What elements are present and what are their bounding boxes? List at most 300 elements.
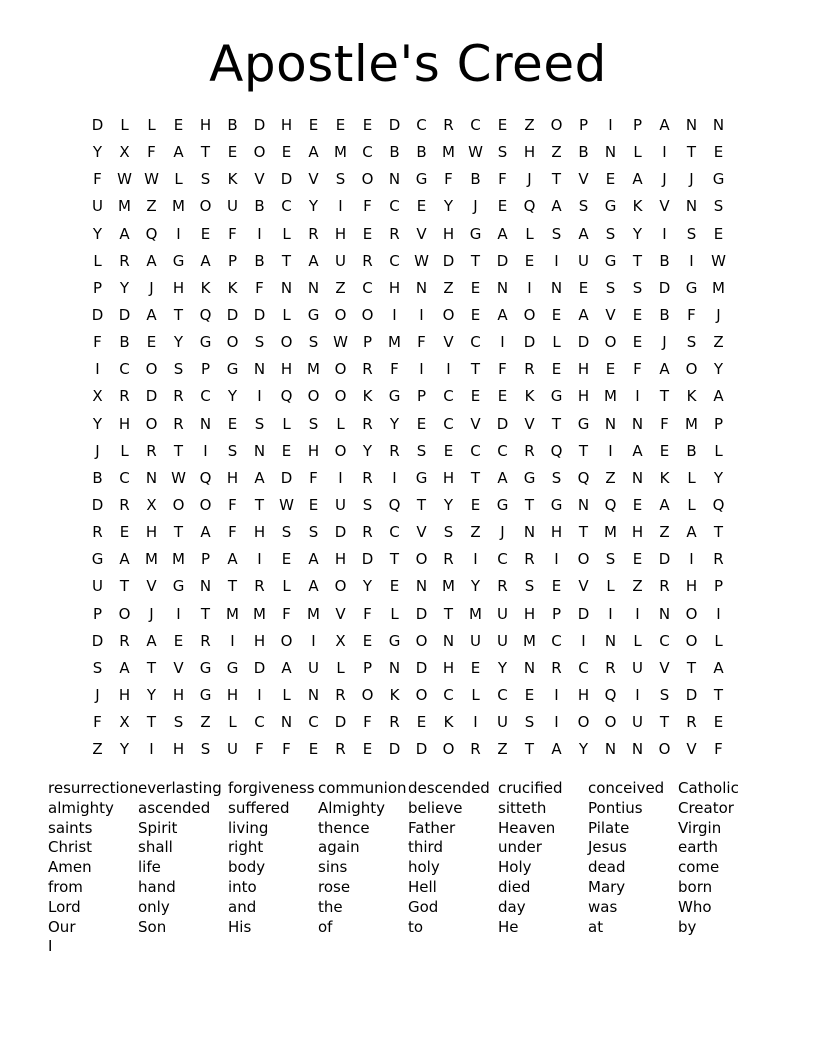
grid-letter[interactable]: M — [523, 631, 536, 650]
grid-letter[interactable]: D — [388, 740, 401, 759]
grid-letter[interactable]: I — [635, 604, 640, 623]
grid-letter[interactable]: L — [336, 658, 345, 677]
grid-letter[interactable]: E — [632, 305, 643, 324]
grid-letter[interactable]: R — [524, 441, 535, 460]
grid-letter[interactable]: Y — [443, 197, 454, 216]
grid-letter[interactable]: M — [118, 197, 131, 216]
grid-letter[interactable]: O — [226, 333, 239, 352]
grid-letter[interactable]: E — [524, 685, 535, 704]
grid-letter[interactable]: S — [173, 713, 184, 732]
grid-letter[interactable]: R — [713, 550, 724, 569]
grid-letter[interactable]: X — [119, 143, 130, 162]
grid-letter[interactable]: U — [92, 197, 103, 216]
grid-letter[interactable]: S — [605, 224, 616, 243]
grid-letter[interactable]: U — [335, 495, 346, 514]
grid-letter[interactable]: D — [91, 305, 104, 324]
grid-letter[interactable]: I — [500, 333, 505, 352]
grid-letter[interactable]: N — [523, 523, 536, 542]
grid-letter[interactable]: E — [416, 197, 427, 216]
grid-letter[interactable]: A — [497, 305, 508, 324]
grid-letter[interactable]: B — [227, 116, 238, 134]
grid-letter[interactable]: E — [173, 116, 184, 134]
grid-letter[interactable]: I — [608, 441, 613, 460]
grid-letter[interactable]: N — [253, 441, 266, 460]
grid-letter[interactable]: K — [362, 387, 373, 406]
grid-letter[interactable]: C — [443, 414, 454, 433]
grid-letter[interactable]: F — [255, 740, 264, 759]
grid-letter[interactable]: Q — [577, 468, 590, 487]
grid-letter[interactable]: I — [203, 441, 208, 460]
grid-letter[interactable]: I — [689, 550, 694, 569]
grid-letter[interactable]: W — [279, 495, 294, 514]
grid-letter[interactable]: L — [633, 631, 642, 650]
grid-letter[interactable]: R — [362, 414, 373, 433]
grid-letter[interactable]: Y — [389, 414, 400, 433]
grid-letter[interactable]: F — [93, 333, 102, 352]
grid-letter[interactable]: T — [551, 414, 562, 433]
grid-letter[interactable]: E — [227, 414, 238, 433]
grid-letter[interactable]: N — [523, 658, 536, 677]
grid-letter[interactable]: V — [254, 170, 265, 189]
grid-letter[interactable]: G — [388, 387, 401, 406]
grid-letter[interactable]: P — [632, 116, 643, 134]
grid-letter[interactable]: L — [390, 604, 399, 623]
grid-letter[interactable]: A — [119, 550, 130, 569]
grid-letter[interactable]: B — [389, 143, 400, 162]
grid-letter[interactable]: R — [119, 251, 130, 270]
grid-letter[interactable]: I — [176, 604, 181, 623]
grid-letter[interactable]: J — [473, 197, 478, 216]
grid-letter[interactable]: F — [498, 360, 507, 379]
grid-letter[interactable]: C — [281, 197, 292, 216]
grid-letter[interactable]: I — [257, 224, 262, 243]
grid-letter[interactable]: R — [362, 251, 373, 270]
grid-letter[interactable]: Y — [173, 333, 184, 352]
grid-letter[interactable]: U — [497, 713, 508, 732]
grid-letter[interactable]: B — [578, 143, 589, 162]
grid-letter[interactable]: R — [659, 577, 670, 596]
grid-letter[interactable]: Y — [227, 387, 238, 406]
grid-letter[interactable]: N — [577, 495, 590, 514]
grid-letter[interactable]: R — [497, 577, 508, 596]
grid-letter[interactable]: T — [173, 523, 184, 542]
grid-letter[interactable]: C — [119, 360, 130, 379]
grid-letter[interactable]: I — [527, 278, 532, 297]
grid-letter[interactable]: R — [470, 740, 481, 759]
grid-letter[interactable]: H — [334, 224, 347, 243]
grid-letter[interactable]: E — [470, 495, 481, 514]
grid-letter[interactable]: M — [172, 550, 185, 569]
grid-letter[interactable]: N — [496, 278, 509, 297]
grid-letter[interactable]: T — [659, 713, 670, 732]
grid-letter[interactable]: Y — [578, 740, 589, 759]
grid-letter[interactable]: O — [442, 740, 455, 759]
grid-letter[interactable]: L — [525, 224, 534, 243]
grid-letter[interactable]: F — [282, 604, 291, 623]
grid-letter[interactable]: D — [118, 305, 131, 324]
grid-letter[interactable]: S — [416, 441, 427, 460]
grid-letter[interactable]: T — [443, 604, 454, 623]
grid-letter[interactable]: Y — [119, 278, 130, 297]
grid-letter[interactable]: I — [716, 604, 721, 623]
grid-letter[interactable]: O — [442, 305, 455, 324]
grid-letter[interactable]: J — [149, 604, 154, 623]
grid-letter[interactable]: O — [361, 170, 374, 189]
grid-letter[interactable]: Q — [280, 387, 293, 406]
grid-letter[interactable]: B — [92, 468, 103, 487]
grid-letter[interactable]: B — [659, 251, 670, 270]
grid-letter[interactable]: T — [416, 495, 427, 514]
grid-letter[interactable]: O — [361, 685, 374, 704]
grid-letter[interactable]: H — [226, 468, 239, 487]
grid-letter[interactable]: U — [497, 631, 508, 650]
grid-letter[interactable]: L — [687, 468, 696, 487]
grid-letter[interactable]: G — [604, 197, 617, 216]
grid-letter[interactable]: H — [523, 604, 536, 623]
grid-letter[interactable]: I — [473, 550, 478, 569]
grid-letter[interactable]: N — [388, 170, 401, 189]
grid-letter[interactable]: K — [686, 387, 697, 406]
grid-letter[interactable]: M — [604, 523, 617, 542]
grid-letter[interactable]: C — [389, 251, 400, 270]
grid-letter[interactable]: Y — [713, 360, 724, 379]
grid-letter[interactable]: I — [554, 550, 559, 569]
grid-letter[interactable]: F — [444, 170, 453, 189]
grid-letter[interactable]: O — [280, 333, 293, 352]
grid-letter[interactable]: V — [578, 170, 589, 189]
grid-letter[interactable]: O — [334, 305, 347, 324]
grid-letter[interactable]: U — [335, 251, 346, 270]
grid-letter[interactable]: B — [254, 251, 265, 270]
grid-letter[interactable]: I — [473, 713, 478, 732]
grid-letter[interactable]: O — [334, 577, 347, 596]
grid-letter[interactable]: C — [443, 685, 454, 704]
grid-letter[interactable]: M — [307, 604, 320, 623]
grid-letter[interactable]: V — [416, 523, 427, 542]
grid-letter[interactable]: V — [686, 740, 697, 759]
grid-letter[interactable]: V — [146, 577, 157, 596]
grid-letter[interactable]: M — [388, 333, 401, 352]
grid-letter[interactable]: M — [604, 387, 617, 406]
grid-letter[interactable]: E — [119, 523, 130, 542]
grid-letter[interactable]: J — [95, 685, 100, 704]
grid-letter[interactable]: H — [388, 278, 401, 297]
grid-letter[interactable]: T — [713, 523, 724, 542]
grid-letter[interactable]: P — [92, 278, 103, 297]
grid-letter[interactable]: E — [173, 631, 184, 650]
grid-letter[interactable]: I — [608, 604, 613, 623]
grid-letter[interactable]: I — [257, 550, 262, 569]
grid-letter[interactable]: B — [119, 333, 130, 352]
grid-letter[interactable]: V — [605, 305, 616, 324]
grid-letter[interactable]: R — [524, 360, 535, 379]
grid-letter[interactable]: M — [442, 577, 455, 596]
grid-letter[interactable]: D — [334, 713, 347, 732]
grid-letter[interactable]: Z — [524, 116, 535, 134]
grid-letter[interactable]: I — [554, 685, 559, 704]
grid-letter[interactable]: O — [685, 631, 698, 650]
grid-letter[interactable]: C — [389, 523, 400, 542]
grid-letter[interactable]: U — [470, 631, 481, 650]
grid-letter[interactable]: C — [416, 116, 427, 134]
grid-letter[interactable]: H — [577, 685, 590, 704]
grid-letter[interactable]: G — [550, 495, 563, 514]
grid-letter[interactable]: L — [282, 577, 291, 596]
grid-letter[interactable]: F — [309, 468, 318, 487]
grid-letter[interactable]: D — [523, 333, 536, 352]
grid-letter[interactable]: R — [362, 360, 373, 379]
grid-letter[interactable]: O — [685, 604, 698, 623]
grid-letter[interactable]: S — [281, 523, 292, 542]
grid-letter[interactable]: A — [713, 387, 724, 406]
grid-letter[interactable]: O — [199, 495, 212, 514]
grid-letter[interactable]: D — [253, 305, 266, 324]
grid-letter[interactable]: S — [254, 333, 265, 352]
grid-letter[interactable]: S — [254, 414, 265, 433]
grid-letter[interactable]: G — [712, 170, 725, 189]
grid-letter[interactable]: C — [254, 713, 265, 732]
grid-letter[interactable]: T — [713, 685, 724, 704]
grid-letter[interactable]: I — [257, 685, 262, 704]
grid-letter[interactable]: E — [578, 278, 589, 297]
grid-letter[interactable]: D — [145, 387, 158, 406]
grid-letter[interactable]: N — [604, 414, 617, 433]
grid-letter[interactable]: N — [631, 414, 644, 433]
grid-letter[interactable]: R — [551, 658, 562, 677]
grid-letter[interactable]: N — [199, 577, 212, 596]
grid-letter[interactable]: M — [145, 550, 158, 569]
grid-letter[interactable]: J — [662, 170, 667, 189]
grid-letter[interactable]: S — [686, 224, 697, 243]
grid-letter[interactable]: G — [388, 631, 401, 650]
grid-letter[interactable]: A — [119, 658, 130, 677]
grid-letter[interactable]: X — [119, 713, 130, 732]
grid-letter[interactable]: L — [282, 685, 291, 704]
grid-letter[interactable]: A — [281, 658, 292, 677]
grid-letter[interactable]: T — [470, 251, 481, 270]
grid-letter[interactable]: E — [713, 224, 724, 243]
grid-letter[interactable]: K — [227, 170, 238, 189]
grid-letter[interactable]: O — [415, 631, 428, 650]
grid-letter[interactable]: S — [578, 197, 589, 216]
grid-letter[interactable]: A — [686, 523, 697, 542]
grid-letter[interactable]: M — [469, 604, 482, 623]
grid-letter[interactable]: N — [685, 116, 698, 134]
grid-letter[interactable]: E — [551, 577, 562, 596]
grid-letter[interactable]: Y — [470, 577, 481, 596]
grid-letter[interactable]: D — [91, 631, 104, 650]
grid-letter[interactable]: T — [200, 143, 211, 162]
grid-letter[interactable]: O — [577, 550, 590, 569]
grid-letter[interactable]: N — [442, 631, 455, 650]
grid-letter[interactable]: E — [605, 170, 616, 189]
grid-letter[interactable]: M — [334, 143, 347, 162]
grid-letter[interactable]: O — [334, 360, 347, 379]
grid-letter[interactable]: N — [604, 740, 617, 759]
grid-letter[interactable]: T — [146, 658, 157, 677]
grid-letter[interactable]: O — [145, 360, 158, 379]
grid-letter[interactable]: O — [334, 387, 347, 406]
grid-letter[interactable]: F — [633, 360, 642, 379]
grid-letter[interactable]: S — [524, 577, 535, 596]
grid-letter[interactable]: O — [145, 414, 158, 433]
grid-letter[interactable]: P — [713, 577, 724, 596]
grid-letter[interactable]: P — [227, 251, 238, 270]
grid-letter[interactable]: H — [253, 631, 266, 650]
grid-letter[interactable]: U — [227, 197, 238, 216]
grid-letter[interactable]: J — [662, 333, 667, 352]
grid-letter[interactable]: H — [685, 577, 698, 596]
grid-letter[interactable]: P — [578, 116, 589, 134]
grid-letter[interactable]: D — [91, 495, 104, 514]
grid-letter[interactable]: D — [280, 170, 293, 189]
grid-letter[interactable]: Y — [308, 197, 319, 216]
grid-letter[interactable]: F — [93, 713, 102, 732]
grid-letter[interactable]: E — [497, 116, 508, 134]
grid-letter[interactable]: K — [200, 278, 211, 297]
grid-letter[interactable]: S — [227, 441, 238, 460]
grid-letter[interactable]: N — [280, 713, 293, 732]
grid-letter[interactable]: T — [281, 251, 292, 270]
grid-letter[interactable]: F — [363, 604, 372, 623]
grid-letter[interactable]: P — [416, 387, 427, 406]
grid-letter[interactable]: V — [335, 604, 346, 623]
grid-letter[interactable]: H — [334, 550, 347, 569]
grid-letter[interactable]: Y — [119, 740, 130, 759]
grid-letter[interactable]: F — [228, 495, 237, 514]
grid-letter[interactable]: S — [605, 550, 616, 569]
grid-letter[interactable]: N — [307, 278, 320, 297]
grid-letter[interactable]: Q — [199, 305, 212, 324]
grid-letter[interactable]: W — [468, 143, 483, 162]
grid-letter[interactable]: U — [497, 604, 508, 623]
grid-letter[interactable]: Z — [146, 197, 157, 216]
grid-letter[interactable]: D — [577, 333, 590, 352]
grid-letter[interactable]: P — [200, 550, 211, 569]
grid-letter[interactable]: A — [632, 441, 643, 460]
grid-letter[interactable]: J — [716, 305, 721, 324]
grid-letter[interactable]: E — [227, 143, 238, 162]
grid-letter[interactable]: Y — [92, 143, 103, 162]
grid-letter[interactable]: N — [604, 631, 617, 650]
grid-letter[interactable]: L — [714, 631, 723, 650]
grid-letter[interactable]: I — [446, 360, 451, 379]
grid-letter[interactable]: A — [308, 577, 319, 596]
grid-letter[interactable]: I — [662, 224, 667, 243]
grid-letter[interactable]: I — [392, 468, 397, 487]
grid-letter[interactable]: K — [227, 278, 238, 297]
grid-letter[interactable]: D — [415, 740, 428, 759]
grid-letter[interactable]: D — [658, 278, 671, 297]
grid-letter[interactable]: P — [92, 604, 103, 623]
grid-letter[interactable]: H — [118, 414, 131, 433]
grid-letter[interactable]: S — [335, 170, 346, 189]
grid-letter[interactable]: L — [282, 305, 291, 324]
grid-letter[interactable]: F — [687, 305, 696, 324]
grid-letter[interactable]: E — [308, 116, 319, 134]
grid-letter[interactable]: X — [146, 495, 157, 514]
grid-letter[interactable]: T — [686, 658, 697, 677]
grid-letter[interactable]: N — [415, 278, 428, 297]
grid-letter[interactable]: C — [470, 333, 481, 352]
grid-letter[interactable]: A — [308, 251, 319, 270]
grid-letter[interactable]: E — [713, 143, 724, 162]
grid-letter[interactable]: S — [308, 414, 319, 433]
grid-letter[interactable]: O — [118, 604, 131, 623]
grid-letter[interactable]: O — [550, 116, 563, 134]
grid-letter[interactable]: V — [524, 414, 535, 433]
grid-letter[interactable]: S — [686, 333, 697, 352]
grid-letter[interactable]: G — [226, 360, 239, 379]
grid-letter[interactable]: H — [550, 523, 563, 542]
grid-letter[interactable]: N — [550, 278, 563, 297]
grid-letter[interactable]: D — [280, 468, 293, 487]
grid-letter[interactable]: W — [171, 468, 186, 487]
grid-letter[interactable]: D — [496, 414, 509, 433]
grid-letter[interactable]: S — [632, 278, 643, 297]
grid-letter[interactable]: O — [604, 333, 617, 352]
grid-letter[interactable]: S — [605, 278, 616, 297]
grid-letter[interactable]: E — [362, 631, 373, 650]
grid-letter[interactable]: Q — [604, 495, 617, 514]
grid-letter[interactable]: E — [389, 577, 400, 596]
grid-letter[interactable]: T — [686, 143, 697, 162]
grid-letter[interactable]: L — [714, 441, 723, 460]
grid-letter[interactable]: G — [307, 305, 320, 324]
grid-letter[interactable]: C — [443, 387, 454, 406]
grid-letter[interactable]: T — [659, 387, 670, 406]
grid-letter[interactable]: T — [389, 550, 400, 569]
grid-letter[interactable]: T — [470, 468, 481, 487]
grid-letter[interactable]: T — [173, 305, 184, 324]
grid-letter[interactable]: I — [149, 740, 154, 759]
grid-letter[interactable]: I — [311, 631, 316, 650]
grid-letter[interactable]: Z — [605, 468, 616, 487]
grid-letter[interactable]: S — [362, 495, 373, 514]
grid-letter[interactable]: A — [551, 197, 562, 216]
grid-letter[interactable]: B — [416, 143, 427, 162]
grid-letter[interactable]: K — [659, 468, 670, 487]
grid-letter[interactable]: R — [119, 495, 130, 514]
grid-letter[interactable]: G — [199, 658, 212, 677]
grid-letter[interactable]: E — [443, 441, 454, 460]
grid-letter[interactable]: Z — [92, 740, 103, 759]
grid-letter[interactable]: A — [497, 224, 508, 243]
grid-letter[interactable]: T — [254, 495, 265, 514]
grid-letter[interactable]: C — [497, 441, 508, 460]
grid-letter[interactable]: G — [415, 170, 428, 189]
grid-letter[interactable]: C — [200, 387, 211, 406]
grid-letter[interactable]: S — [713, 197, 724, 216]
grid-letter[interactable]: N — [307, 685, 320, 704]
grid-letter[interactable]: S — [551, 468, 562, 487]
grid-letter[interactable]: H — [280, 360, 293, 379]
grid-letter[interactable]: J — [95, 441, 100, 460]
grid-letter[interactable]: A — [308, 143, 319, 162]
grid-letter[interactable]: E — [497, 387, 508, 406]
grid-letter[interactable]: Z — [200, 713, 211, 732]
grid-letter[interactable]: K — [443, 713, 454, 732]
grid-letter[interactable]: A — [578, 224, 589, 243]
grid-letter[interactable]: H — [172, 685, 185, 704]
grid-letter[interactable]: H — [253, 523, 266, 542]
grid-letter[interactable]: M — [685, 414, 698, 433]
grid-letter[interactable]: L — [687, 495, 696, 514]
grid-letter[interactable]: V — [173, 658, 184, 677]
grid-letter[interactable]: A — [659, 116, 670, 134]
grid-letter[interactable]: T — [578, 441, 589, 460]
grid-letter[interactable]: F — [363, 197, 372, 216]
